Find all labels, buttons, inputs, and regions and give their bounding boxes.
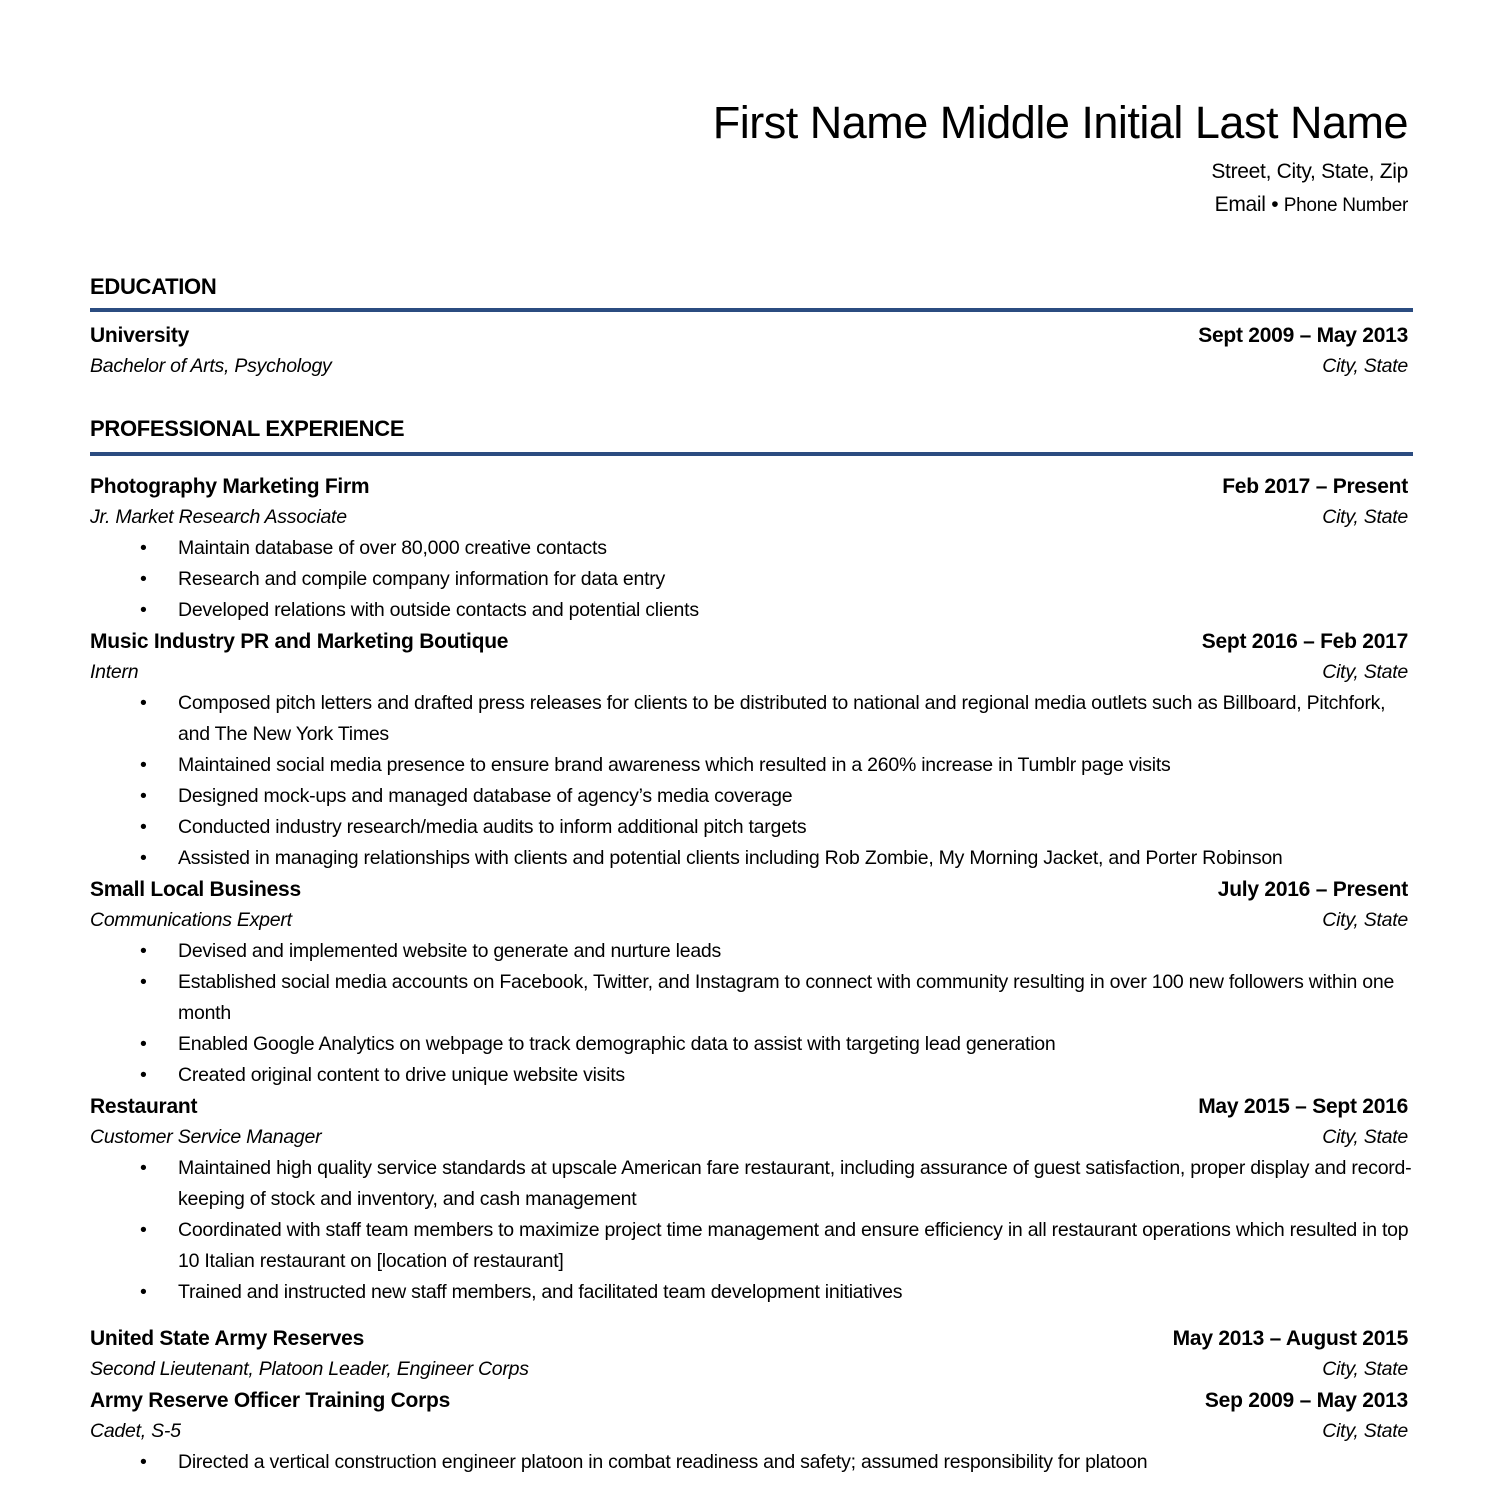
- education-dates: Sept 2009 – May 2013: [1198, 324, 1408, 347]
- bullet-text: Composed pitch letters and drafted press releases for clients to be distributed to national and regional media outlets such as Billboard, Pitchfork, and The New York Times: [178, 692, 1386, 745]
- bullet-icon: •: [140, 754, 147, 776]
- separator: •: [1271, 193, 1279, 216]
- bullet-icon: •: [140, 1281, 147, 1303]
- bullet-item: [90, 533, 1413, 564]
- address: Street, City, State, Zip: [1211, 160, 1408, 183]
- bullet-icon: •: [140, 692, 147, 714]
- education-location: City, State: [1322, 355, 1408, 377]
- bullet-icon: •: [140, 599, 147, 621]
- job-location: City, State: [1322, 506, 1408, 528]
- job-role: Intern: [90, 661, 139, 683]
- degree: Bachelor of Arts, Psychology: [90, 355, 332, 377]
- contact-line: [1215, 189, 1408, 221]
- bullet-list: [90, 533, 1413, 626]
- bullet-item: [90, 967, 1413, 1029]
- school: University: [90, 324, 190, 347]
- job-role: Customer Service Manager: [90, 1126, 322, 1148]
- bullet-text: Enabled Google Analytics on webpage to track demographic data to assist with targeting lead generation: [178, 1033, 1056, 1055]
- bullet-item: [90, 1060, 1413, 1091]
- bullet-item: [90, 781, 1413, 812]
- job-location: City, State: [1322, 1358, 1408, 1380]
- bullet-icon: •: [140, 847, 147, 869]
- organization: Army Reserve Officer Training Corps: [90, 1389, 451, 1412]
- bullet-item: [90, 595, 1413, 626]
- job-dates: May 2015 – Sept 2016: [1198, 1095, 1408, 1118]
- job-dates: Sep 2009 – May 2013: [1204, 1389, 1408, 1412]
- bullet-text: Coordinated with staff team members to maximize project time management and ensure efficiency in all restaurant operations which resulted in top 10 Italian restaurant on [location of restaurant]: [178, 1219, 1409, 1272]
- bullet-icon: •: [140, 785, 147, 807]
- bullet-text: Maintained high quality service standards at upscale American fare restaurant, including assurance of guest satisfaction, proper display and record-keeping of stock and inventory, and cash management: [178, 1157, 1412, 1210]
- job-location: City, State: [1322, 661, 1408, 683]
- bullet-list: [90, 936, 1413, 1091]
- organization: Small Local Business: [90, 878, 301, 901]
- bullet-icon: •: [140, 816, 147, 838]
- bullet-text: Research and compile company information for data entry: [178, 568, 666, 590]
- job-entry: [90, 1323, 1413, 1385]
- bullet-text: Established social media accounts on Facebook, Twitter, and Instagram to connect with community resulting in over 100 new followers within one month: [178, 971, 1395, 1024]
- bullet-item: [90, 1447, 1413, 1478]
- bullet-icon: •: [140, 1064, 147, 1086]
- job-location: City, State: [1322, 1420, 1408, 1442]
- education-heading: EDUCATION: [90, 274, 217, 299]
- bullet-text: Developed relations with outside contacts and potential clients: [178, 599, 699, 621]
- job-location: City, State: [1322, 909, 1408, 931]
- job-location: City, State: [1322, 1126, 1408, 1148]
- bullet-text: Designed mock-ups and managed database of agency’s media coverage: [178, 785, 793, 807]
- bullet-item: [90, 564, 1413, 595]
- job-entry: [90, 1091, 1413, 1308]
- job-role: Second Lieutenant, Platoon Leader, Engineer Corps: [90, 1358, 529, 1380]
- bullet-icon: •: [140, 1451, 147, 1473]
- bullet-item: [90, 688, 1413, 750]
- bullet-text: Maintained social media presence to ensure brand awareness which resulted in a 260% increase in Tumblr page visits: [178, 754, 1171, 776]
- bullet-text: Conducted industry research/media audits to inform additional pitch targets: [178, 816, 807, 838]
- bullet-icon: •: [140, 971, 147, 993]
- bullet-icon: •: [140, 568, 147, 590]
- bullet-item: [90, 936, 1413, 967]
- education-entry: [90, 320, 1413, 382]
- job-role: Communications Expert: [90, 909, 292, 931]
- job-dates: Feb 2017 – Present: [1222, 475, 1408, 498]
- bullet-list: [90, 1153, 1413, 1308]
- phone: Phone Number: [1283, 195, 1408, 216]
- bullet-item: [90, 843, 1413, 874]
- bullet-icon: •: [140, 1219, 147, 1241]
- job-entry: [90, 626, 1413, 874]
- bullet-icon: •: [140, 940, 147, 962]
- section-divider: [90, 452, 1413, 456]
- bullet-text: Directed a vertical construction engineer platoon in combat readiness and safety; assumed responsibility for platoon: [178, 1451, 1148, 1473]
- organization: Restaurant: [90, 1095, 198, 1118]
- organization: Photography Marketing Firm: [90, 475, 370, 498]
- bullet-icon: •: [140, 1033, 147, 1055]
- email: Email: [1214, 193, 1266, 216]
- bullet-text: Devised and implemented website to generate and nurture leads: [178, 940, 722, 962]
- bullet-item: [90, 1029, 1413, 1060]
- bullet-item: [90, 750, 1413, 781]
- job-entry: [90, 471, 1413, 626]
- organization: United State Army Reserves: [90, 1327, 365, 1350]
- bullet-list: [90, 688, 1413, 874]
- job-role: Cadet, S-5: [90, 1420, 181, 1442]
- bullet-text: Assisted in managing relationships with clients and potential clients including Rob Zombie, My Morning Jacket, and Porter Robinson: [178, 847, 1283, 869]
- section-divider: [90, 308, 1413, 312]
- experience-list: [90, 471, 1413, 1478]
- bullet-item: [90, 1277, 1413, 1308]
- candidate-name: First Name Middle Initial Last Name: [712, 97, 1408, 148]
- job-entry: [90, 874, 1413, 1091]
- bullet-icon: •: [140, 537, 147, 559]
- bullet-item: [90, 1153, 1413, 1215]
- experience-heading: PROFESSIONAL EXPERIENCE: [90, 416, 405, 441]
- organization: Music Industry PR and Marketing Boutique: [90, 630, 509, 653]
- job-role: Jr. Market Research Associate: [90, 506, 347, 528]
- job-dates: Sept 2016 – Feb 2017: [1201, 630, 1408, 653]
- bullet-item: [90, 812, 1413, 843]
- bullet-icon: •: [140, 1157, 147, 1179]
- bullet-item: [90, 1215, 1413, 1277]
- job-dates: May 2013 – August 2015: [1172, 1327, 1408, 1350]
- job-dates: July 2016 – Present: [1217, 878, 1408, 901]
- bullet-text: Maintain database of over 80,000 creative contacts: [178, 537, 607, 559]
- bullet-list: [90, 1447, 1413, 1478]
- job-entry: [90, 1385, 1413, 1478]
- bullet-text: Trained and instructed new staff members, and facilitated team development initiatives: [178, 1281, 903, 1303]
- bullet-text: Created original content to drive unique website visits: [178, 1064, 625, 1086]
